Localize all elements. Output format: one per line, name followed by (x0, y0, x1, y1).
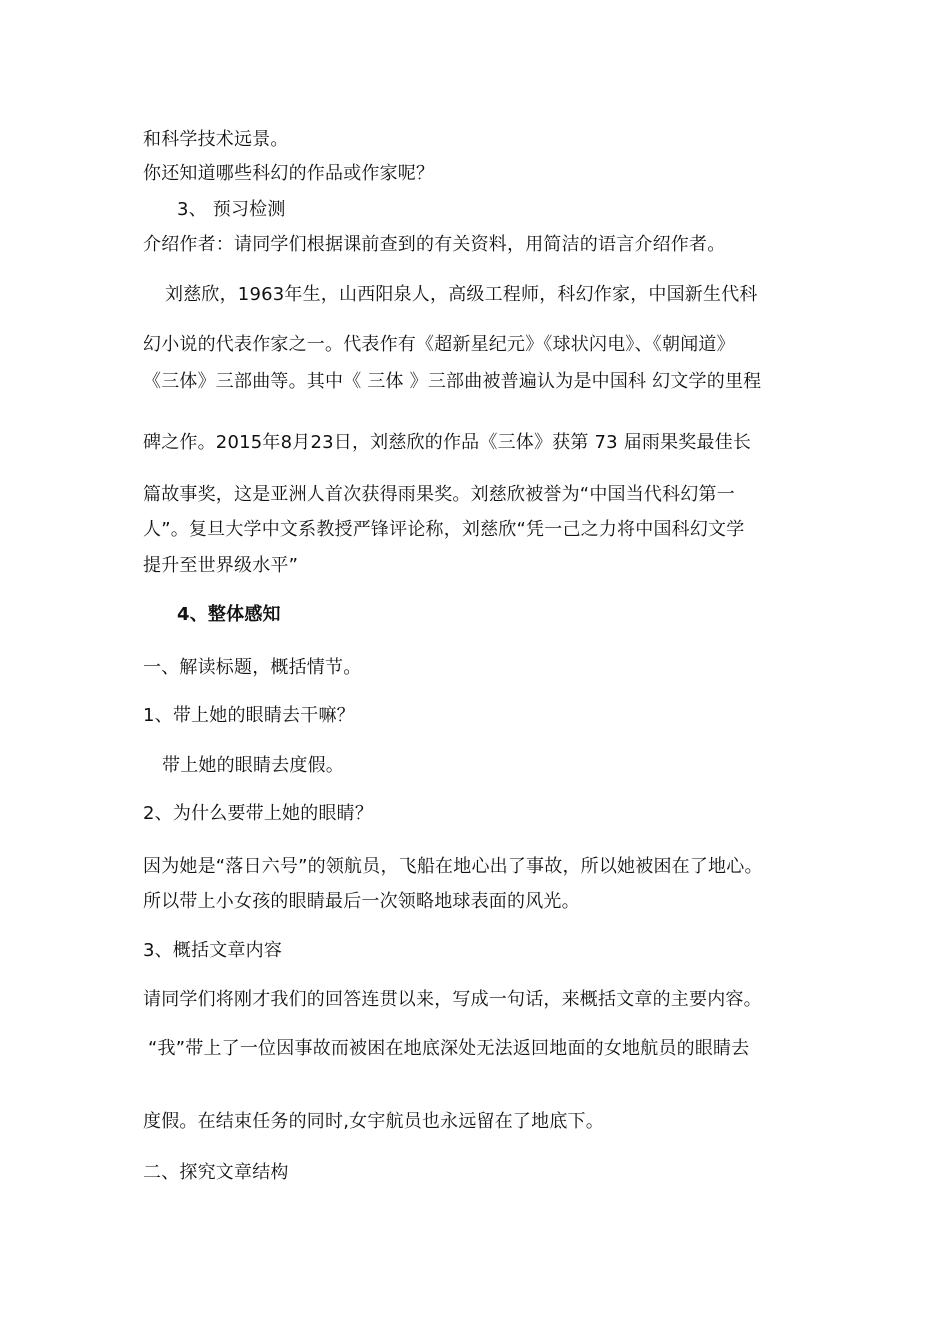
text-line: 请同学们将刚才我们的回答连贯以来，写成一句话，来概括文章的主要内容。 (143, 989, 762, 1010)
answer: 所以带上小女孩的眼睛最后一次领略地球表面的风光。 (143, 891, 580, 912)
question: 1、带上她的眼睛去干嘛？ (143, 705, 355, 726)
author-paragraph-line: 碑之作。2015年8月23日，刘慈欣的作品《三体》获第 73 届雨果奖最佳长 (143, 432, 752, 453)
answer: “我”带上了一位因事故而被困在地底深处无法返回地面的女地航员的眼睛去 (148, 1038, 750, 1059)
author-paragraph-line: 人”。复旦大学中文系教授严锋评论称，刘慈欣“凭一己之力将中国科幻文学 (143, 519, 745, 540)
text-line: 介绍作者：请同学们根据课前查到的有关资料，用简洁的语言介绍作者。 (143, 234, 726, 255)
author-paragraph-line: 篇故事奖，这是亚洲人首次获得雨果奖。刘慈欣被誉为“中国当代科幻第一 (143, 484, 735, 505)
author-paragraph-line: 提升至世界级水平” (143, 555, 299, 576)
text-line: 和科学技术远景。 (143, 129, 289, 150)
author-paragraph-line: 幻小说的代表作家之一。代表作有《超新星纪元》《球状闪电》、《朝闻道》 (143, 334, 735, 355)
question: 3、概括文章内容 (143, 940, 283, 961)
text-line: 你还知道哪些科幻的作品或作家呢？ (143, 163, 435, 184)
subheading: 二、探究文章结构 (143, 1162, 289, 1183)
answer: 度假。在结束任务的同时,女宇航员也永远留在了地底下。 (143, 1111, 604, 1132)
author-paragraph-line: 《三体》三部曲等。其中《 三体 》三部曲被普遍认为是中国科 幻文学的里程 (143, 371, 762, 392)
author-paragraph-line: 刘慈欣，1963年生，山西阳泉人，高级工程师，科幻作家，中国新生代科 (165, 284, 758, 305)
question: 2、为什么要带上她的眼睛？ (143, 803, 374, 824)
section-heading: 4、整体感知 (177, 604, 281, 625)
answer: 带上她的眼睛去度假。 (162, 755, 344, 776)
answer: 因为她是“落日六号”的领航员，飞船在地心出了事故，所以她被困在了地心。 (143, 856, 763, 877)
subheading: 一、解读标题，概括情节。 (143, 657, 362, 678)
section-heading: 3、 预习检测 (177, 199, 286, 220)
